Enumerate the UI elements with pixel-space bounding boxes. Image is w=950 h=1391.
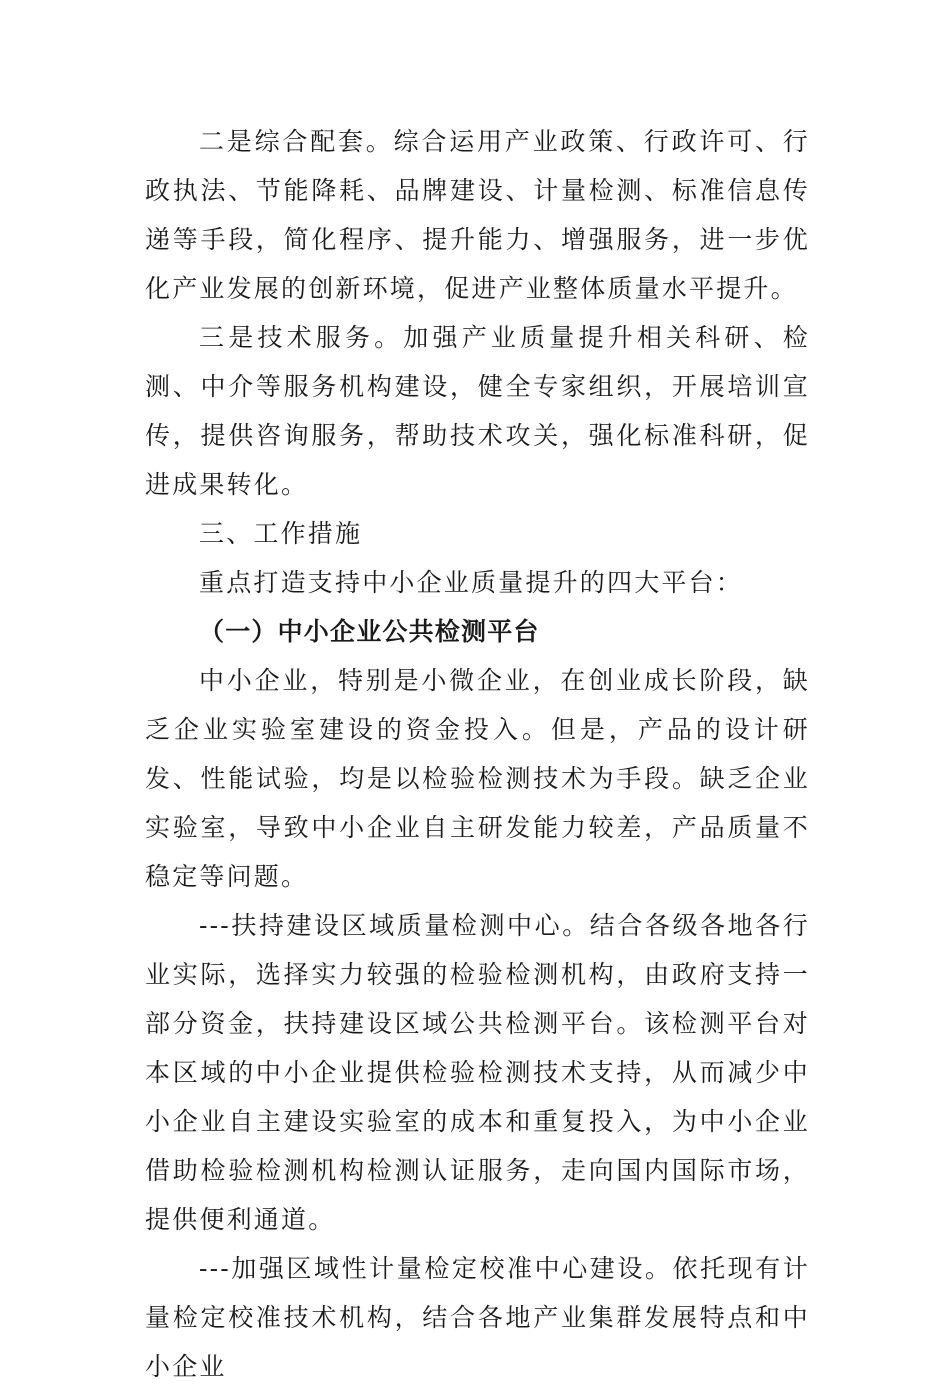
subsection-heading-testing-platform: （一）中小企业公共检测平台 — [199, 617, 540, 646]
section-heading-measures: 三、工作措施 — [199, 519, 363, 548]
paragraph-four-platforms: 重点打造支持中小企业质量提升的四大平台： — [199, 568, 744, 597]
paragraph-technical-service: 三是技术服务。加强产业质量提升相关科研、检测、中介等服务机构建设，健全专家组织，开展培训宣传，提供咨询服务，帮助技术攻关，强化标准科研，促进成果转化。 — [145, 323, 810, 499]
paragraph-comprehensive-support: 二是综合配套。综合运用产业政策、行政许可、行政执法、节能降耗、品牌建设、计量检测、标准信息传递等手段，简化程序、提升能力、增强服务，进一步优化产业发展的创新环境，促进产业整体质量水平提升。 — [145, 127, 810, 303]
document-body — [145, 117, 810, 1391]
paragraph-sme-background: 中小企业，特别是小微企业，在创业成长阶段，缺乏企业实验室建设的资金投入。但是，产品的设计研发、性能试验，均是以检验检测技术为手段。缺乏企业实验室，导致中小企业自主研发能力较差，产品质量不稳定等问题。 — [145, 666, 810, 891]
paragraph-metrology-center: ---加强区域性计量检定校准中心建设。依托现有计量检定校准技术机构，结合各地产业集群发展特点和中小企业 — [145, 1254, 810, 1381]
paragraph-regional-testing-center: ---扶持建设区域质量检测中心。结合各级各地各行业实际，选择实力较强的检验检测机构，由政府支持一部分资金，扶持建设区域公共检测平台。该检测平台对本区域的中小企业提供检验检测技术支持，从而减少中小企业自主建设实验室的成本和重复投入，为中小企业借助检验检测机构检测认证服务，走向国内国际市场，提供便利通道。 — [145, 911, 810, 1234]
